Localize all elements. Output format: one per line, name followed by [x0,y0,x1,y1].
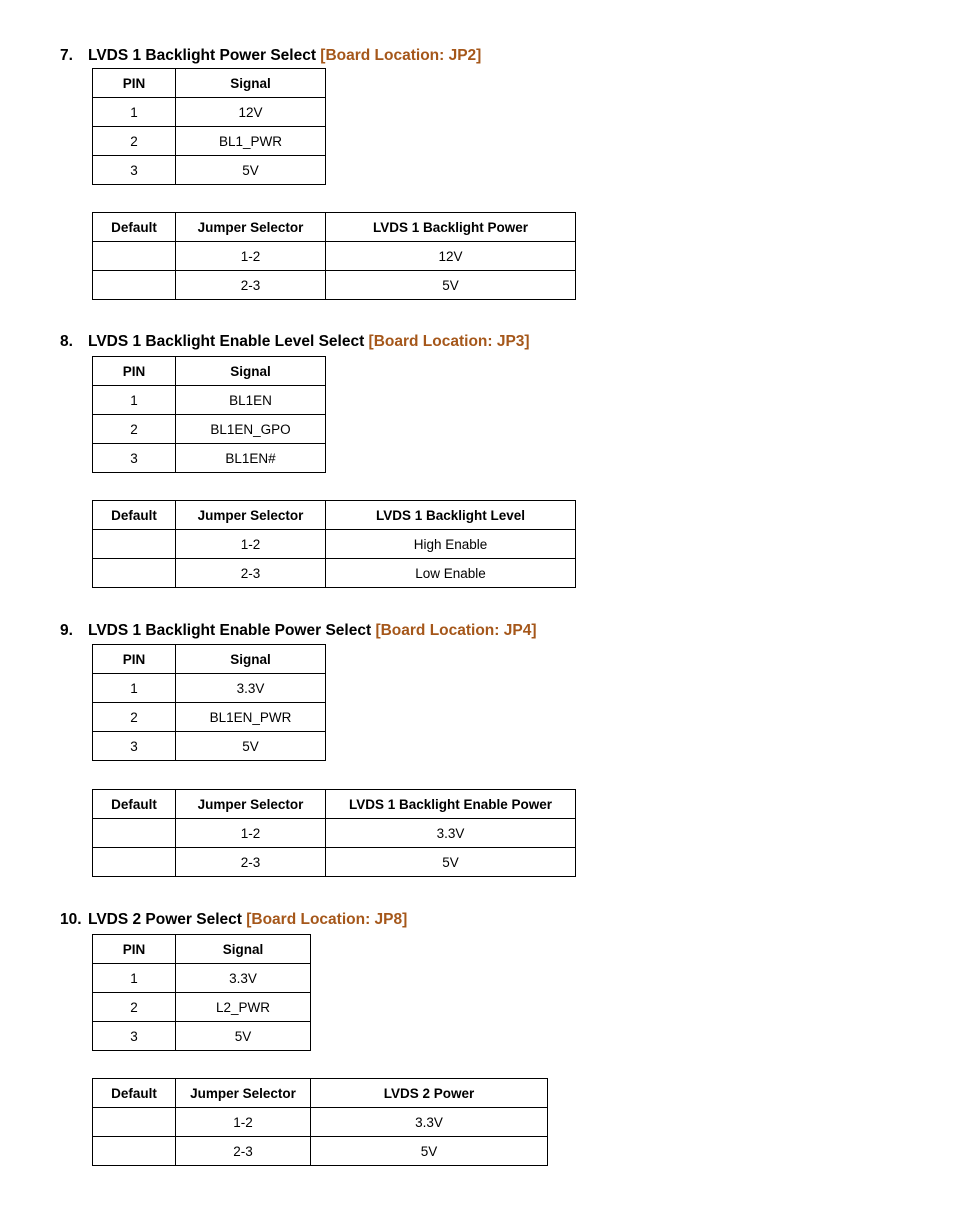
pin-cell: 3 [93,156,176,185]
setting-cell: 5V [326,848,576,877]
table-row [93,1022,311,1051]
table-row [93,964,311,993]
table-row [93,530,576,559]
pin-table-jp2 [92,68,326,185]
setting-cell: 3.3V [326,819,576,848]
jumper-cell: 1-2 [176,242,326,271]
section-number: 7. [60,47,73,64]
signal-cell: 3.3V [176,964,311,993]
pin-cell: 1 [93,964,176,993]
board-location: [Board Location: JP3] [368,333,530,350]
table-row [93,559,576,588]
signal-cell: BL1EN# [176,444,326,473]
signal-cell: 5V [176,156,326,185]
table-row [93,156,326,185]
table-row [93,271,576,300]
table-row [93,415,326,444]
table-row [93,242,576,271]
pin-cell: 3 [93,1022,176,1051]
section-number: 8. [60,333,73,350]
jumper-cell: 2-3 [176,848,326,877]
setting-cell: 3.3V [311,1108,548,1137]
default-cell [93,819,176,848]
header-setting: LVDS 1 Backlight Level [326,501,576,530]
header-default: Default [93,790,176,819]
section-title: LVDS 2 Power Select [88,911,242,928]
default-cell [93,1137,176,1166]
jumper-table-jp3 [92,500,576,588]
signal-cell: BL1EN [176,386,326,415]
table-row [93,732,326,761]
header-setting: LVDS 1 Backlight Enable Power [326,790,576,819]
signal-cell: L2_PWR [176,993,311,1022]
jumper-cell: 1-2 [176,1108,311,1137]
signal-cell: BL1EN_GPO [176,415,326,444]
jumper-cell: 2-3 [176,1137,311,1166]
header-pin: PIN [93,69,176,98]
header-pin: PIN [93,935,176,964]
header-default: Default [93,1079,176,1108]
default-cell [93,1108,176,1137]
table-row [93,127,326,156]
pin-cell: 1 [93,98,176,127]
jumper-table-jp2 [92,212,576,300]
default-cell [93,530,176,559]
table-row [93,819,576,848]
header-default: Default [93,501,176,530]
section-title: LVDS 1 Backlight Enable Power Select [88,622,372,639]
header-jumper-selector: Jumper Selector [176,1079,311,1108]
signal-cell: 12V [176,98,326,127]
pin-cell: 1 [93,386,176,415]
setting-cell: 12V [326,242,576,271]
header-signal: Signal [176,645,326,674]
default-cell [93,242,176,271]
header-signal: Signal [176,69,326,98]
table-row [93,1137,548,1166]
section-heading-7 [60,47,481,65]
jumper-table-jp4 [92,789,576,877]
header-signal: Signal [176,357,326,386]
table-row [93,444,326,473]
default-cell [93,848,176,877]
jumper-cell: 1-2 [176,819,326,848]
setting-cell: Low Enable [326,559,576,588]
board-location: [Board Location: JP8] [246,911,408,928]
signal-cell: 5V [176,732,326,761]
header-jumper-selector: Jumper Selector [176,213,326,242]
default-cell [93,271,176,300]
jumper-cell: 2-3 [176,271,326,300]
default-cell [93,559,176,588]
header-jumper-selector: Jumper Selector [176,790,326,819]
setting-cell: High Enable [326,530,576,559]
section-number: 10. [60,911,82,928]
board-location: [Board Location: JP2] [320,47,482,64]
signal-cell: 5V [176,1022,311,1051]
jumper-cell: 2-3 [176,559,326,588]
header-setting: LVDS 2 Power [311,1079,548,1108]
jumper-table-jp8 [92,1078,548,1166]
jumper-cell: 1-2 [176,530,326,559]
header-default: Default [93,213,176,242]
signal-cell: BL1EN_PWR [176,703,326,732]
signal-cell: BL1_PWR [176,127,326,156]
table-row [93,98,326,127]
section-heading-10 [60,911,407,929]
pin-table-jp4 [92,644,326,761]
pin-cell: 2 [93,703,176,732]
pin-table-jp8 [92,934,311,1051]
section-number: 9. [60,622,73,639]
section-heading-9 [60,622,536,640]
table-row [93,703,326,732]
header-signal: Signal [176,935,311,964]
signal-cell: 3.3V [176,674,326,703]
section-title: LVDS 1 Backlight Enable Level Select [88,333,365,350]
header-setting: LVDS 1 Backlight Power [326,213,576,242]
table-row [93,386,326,415]
pin-table-jp3 [92,356,326,473]
pin-cell: 1 [93,674,176,703]
pin-cell: 2 [93,993,176,1022]
pin-cell: 2 [93,415,176,444]
pin-cell: 2 [93,127,176,156]
table-row [93,674,326,703]
setting-cell: 5V [326,271,576,300]
pin-cell: 3 [93,444,176,473]
board-location: [Board Location: JP4] [375,622,537,639]
header-pin: PIN [93,357,176,386]
pin-cell: 3 [93,732,176,761]
setting-cell: 5V [311,1137,548,1166]
table-row [93,848,576,877]
table-row [93,1108,548,1137]
header-pin: PIN [93,645,176,674]
header-jumper-selector: Jumper Selector [176,501,326,530]
table-row [93,993,311,1022]
section-heading-8 [60,333,530,351]
section-title: LVDS 1 Backlight Power Select [88,47,316,64]
